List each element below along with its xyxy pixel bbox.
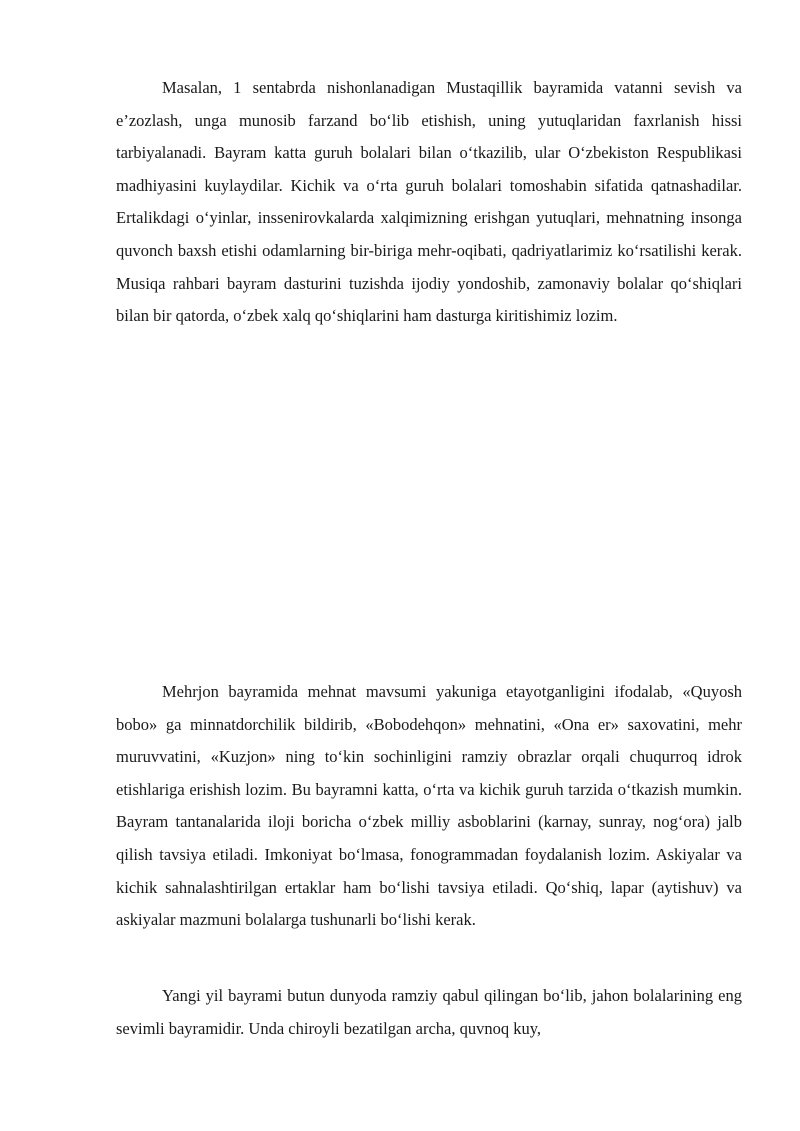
paragraph-mehrjon-holiday: Mehrjon bayramida mehnat mavsumi yakuniga etayotganligini ifodalab, «Quyosh bobo» ga minnatdorchilik bildirib, «Bobodehqon» mehnatini, «Ona er» saxovatini, mehr muruvvatini, «Kuzjon» ning to‘kin sochinligini ramziy obrazlar orqali chuqurroq idrok etishlariga erishish lozim. Bu bayramni katta, o‘rta va kichik guruh tarzida o‘tkazish mumkin. Bayram tantanalarida iloji boricha o‘zbek milliy asboblarini (karnay, sunray, nog‘ora) jalb qilish tavsiya etiladi. Imkoniyat bo‘lmasa, fonogrammadan foydalanish lozim. Askiyalar va kichik sahnalashtirilgan ertaklar ham bo‘lishi tavsiya etiladi. Qo‘shiq, lapar (aytishuv) va askiyalar mazmuni bolalarga tushunarli bo‘lishi kerak.	[116, 682, 742, 930]
paragraph-new-year: Yangi yil bayrami butun dunyoda ramziy qabul qilingan bo‘lib, jahon bolalarining eng sevimli bayramidir. Unda chiroyli bezatilgan archa, quvnoq kuy,	[116, 986, 742, 1038]
paragraph-independence-day: Masalan, 1 sentabrda nishonlanadigan Mustaqillik bayramida vatanni sevish va e’zozlash, unga munosib farzand bo‘lib etishish, uning yutuqlaridan faxrlanish hissi tarbiyalanadi. Bayram katta guruh bolalari bilan o‘tkazilib, ular O‘zbekiston Respublikasi madhiyasini kuylaydilar. Kichik va o‘rta guruh bolalari tomoshabin sifatida qatnashadilar. Ertalikdagi o‘yinlar, inssenirovkalarda xalqimizning erishgan yutuqlari, mehnatning insonga quvonch baxsh etishi odamlarning bir-biriga mehr-oqibati, qadriyatlarimiz ko‘rsatilishi kerak. Musiqa rahbari bayram dasturini tuzishda ijodiy yondoshib, zamonaviy bolalar qo‘shiqlari bilan bir qatorda, o‘zbek xalq qo‘shiqlarini ham dasturga kiritishimiz lozim.	[116, 78, 742, 326]
